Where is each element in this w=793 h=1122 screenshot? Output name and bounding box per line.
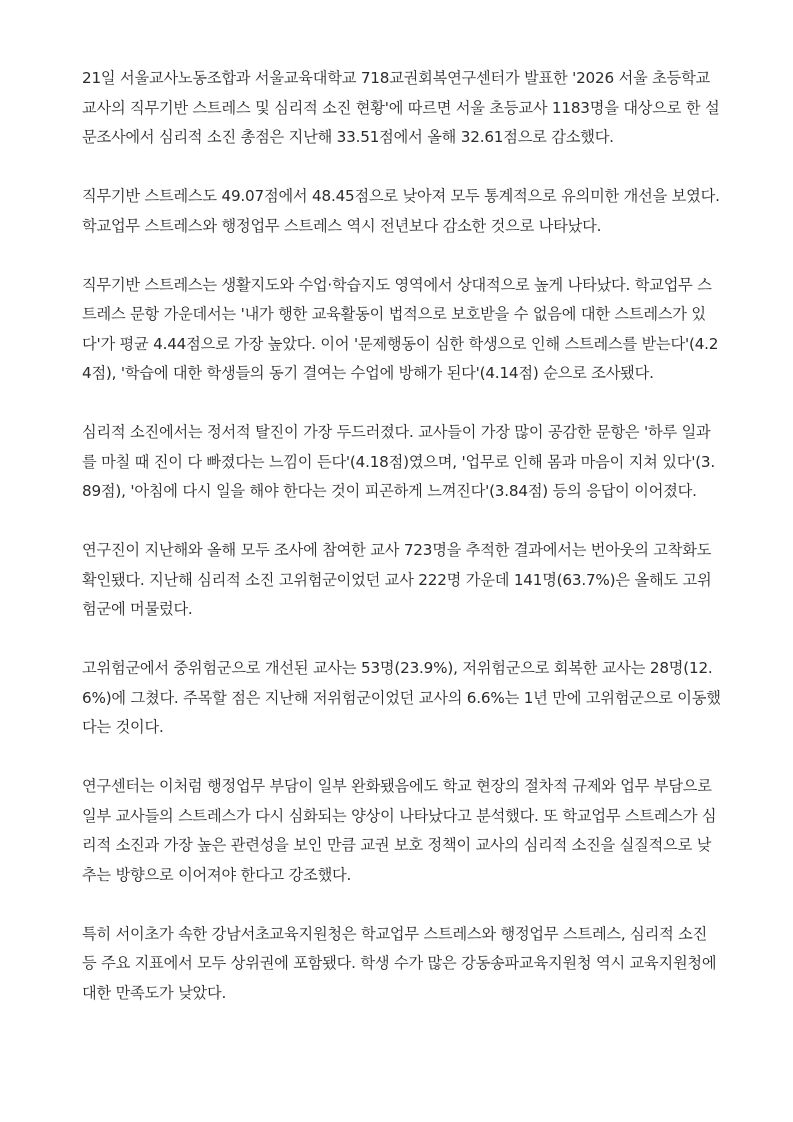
article-paragraph-2: 직무기반 스트레스도 49.07점에서 48.45점으로 낮아져 모두 통계적으로 유의미한 개선을 보였다. 학교업무 스트레스와 행정업무 스트레스 역시 전년보다 감소한 것으로 나타났다.	[82, 187, 720, 235]
article-paragraph-7: 연구센터는 이처럼 행정업무 부담이 일부 완화됐음에도 학교 현장의 절차적 규제와 업무 부담으로 일부 교사들의 스트레스가 다시 심화되는 양상이 나타났다고 분석했다. 또 학교업무 스트레스가 심리적 소진과 가장 높은 관련성을 보인 만큼 교권 보호 정책이 교사의 심리적 소진을 실질적으로 낮추는 방향으로 이어져야 한다고 강조했다.	[82, 777, 717, 884]
article-paragraph-3: 직무기반 스트레스는 생활지도와 수업·학습지도 영역에서 상대적으로 높게 나타났다. 학교업무 스트레스 문항 가운데서는 '내가 행한 교육활동이 법적으로 보호받을 수 없음에 대한 스트레스가 있다'가 평균 4.44점으로 가장 높았다. 이어 '문제행동이 심한 학생으로 인해 스트레스를 받는다'(4.24점), '학습에 대한 학생들의 동기 결여는 수업에 방해가 된다'(4.14점) 순으로 조사됐다.	[82, 275, 719, 382]
article-body	[82, 64, 722, 1038]
article-paragraph-1: 21일 서울교사노동조합과 서울교육대학교 718교권회복연구센터가 발표한 '2026 서울 초등학교 교사의 직무기반 스트레스 및 심리적 소진 현황'에 따르면 서울 초등교사 1183명을 대상으로 한 설문조사에서 심리적 소진 총점은 지난해 33.51점에서 올해 32.61점으로 감소했다.	[82, 69, 720, 146]
article-paragraph-4: 심리적 소진에서는 정서적 탈진이 가장 두드러졌다. 교사들이 가장 많이 공감한 문항은 '하루 일과를 마칠 때 진이 다 빠졌다는 느낌이 든다'(4.18점)였으며, '업무로 인해 몸과 마음이 지쳐 있다'(3.89점), '아침에 다시 일을 해야 한다는 것이 피곤하게 느껴진다'(3.84점) 등의 응답이 이어졌다.	[82, 423, 716, 500]
article-paragraph-5: 연구진이 지난해와 올해 모두 조사에 참여한 교사 723명을 추적한 결과에서는 번아웃의 고착화도 확인됐다. 지난해 심리적 소진 고위험군이었던 교사 222명 가운데 141명(63.7%)은 올해도 고위험군에 머물렀다.	[82, 541, 712, 618]
article-paragraph-6: 고위험군에서 중위험군으로 개선된 교사는 53명(23.9%), 저위험군으로 회복한 교사는 28명(12.6%)에 그쳤다. 주목할 점은 지난해 저위험군이었던 교사의 6.6%는 1년 만에 고위험군으로 이동했다는 것이다.	[82, 659, 721, 736]
article-paragraph-8: 특히 서이초가 속한 강남서초교육지원청은 학교업무 스트레스와 행정업무 스트레스, 심리적 소진 등 주요 지표에서 모두 상위권에 포함됐다. 학생 수가 많은 강동송파교육지원청 역시 교육지원청에 대한 만족도가 낮았다.	[82, 924, 717, 1002]
